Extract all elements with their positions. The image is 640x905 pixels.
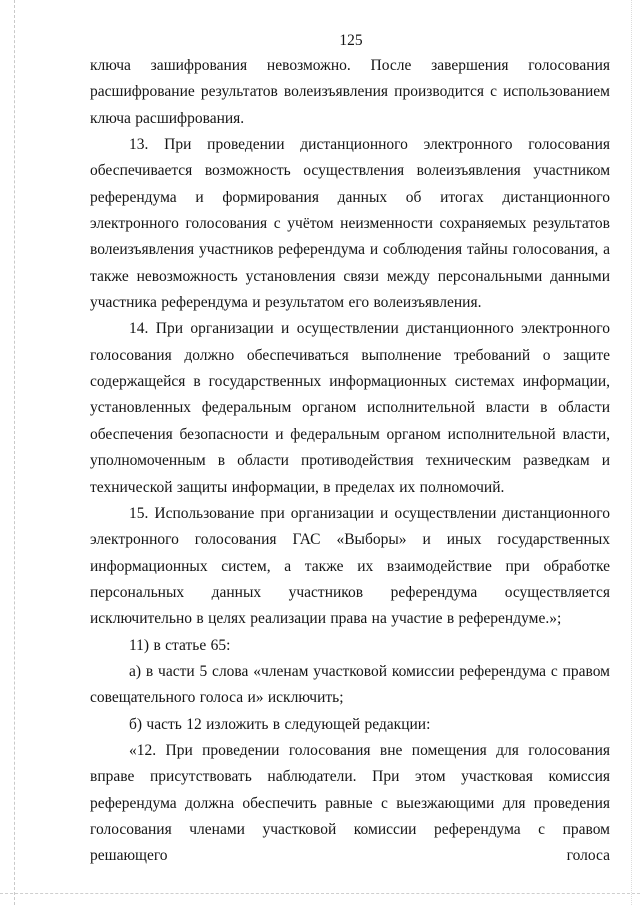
paragraph-item-14: 14. При организации и осуществлении дистанционного электронного голосования должно обеспечиваться выполнение требований о защите содержащейся в государственных информационных системах информации, установленных федеральным органом исполнительной власти в области обеспечения безопасности и федеральным органом исполнительной власти, уполномоченным в области противодействия техническим разведкам и технической защиты информации, в пределах их полномочий. [90,320,610,496]
page-number: 125 [339,32,363,49]
paragraph-subitem-a: а) в части 5 слова «членам участковой комиссии референдума с правом совещательного голоса и» исключить; [90,662,610,707]
paragraph-item-15: 15. Использование при организации и осуществлении дистанционного электронного голосования ГАС «Выборы» и иных государственных информационных систем, а также их взаимодействие при обработке персональных данных участников референдума осуществляется исключительно в целях реализации права на участие в референдуме.»; [90,504,610,628]
paragraph-item-13: 13. При проведении дистанционного электронного голосования обеспечивается возможность осуществления волеизъявления участником референдума и формирования данных об итогах дистанционного электронного голосования с учётом неизменности сохраняемых результатов волеизъявления участников референдума и соблюдения тайны голосования, а также невозможность установления связи между персональными данными участника референдума и результатом его волеизъявления. [90,136,610,312]
document-body [90,53,610,870]
paragraph-article-65: 11) в статье 65: [129,636,231,654]
paragraph-part-12: «12. При проведении голосования вне помещения для голосования вправе присутствовать наблюдатели. При этом участковая комиссия референдума должна обеспечить равные с выезжающими для проведения голосования членами участковой комиссии референдума с правом решающего голоса [90,741,610,865]
paragraph-subitem-b: б) часть 12 изложить в следующей редакции: [129,715,431,733]
scan-right-edge [631,0,632,905]
paragraph-continuation: ключа зашифрования невозможно. После завершения голосования расшифрование результатов волеизъявления производится с использованием ключа расшифрования. [90,57,610,127]
scan-bottom-line [0,893,640,894]
scan-edge-line [14,0,15,905]
